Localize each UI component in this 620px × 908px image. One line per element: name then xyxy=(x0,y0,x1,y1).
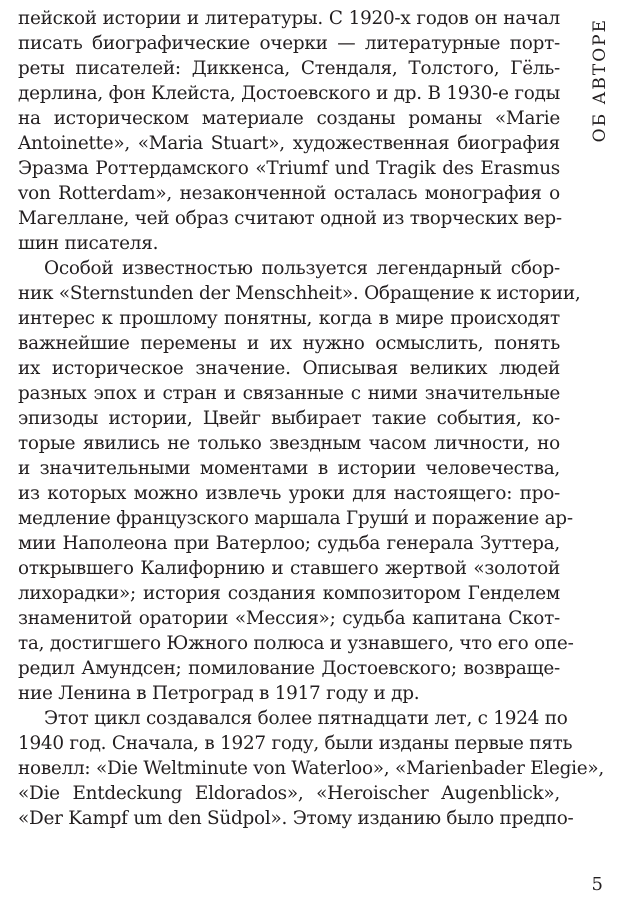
text-line: важнейшие перемены и их нужно осмыслить, понять xyxy=(18,333,560,354)
text-line: новелл: «Die Weltminute von Waterloo», «Marienbader Elegie», xyxy=(18,758,605,779)
text-line: та, достигшего Южного полюса и узнавшего, что его опе- xyxy=(18,633,574,654)
text-line: медление французского маршала Груши́ и поражение ар- xyxy=(18,508,573,529)
text-line: из которых можно извлечь уроки для настоящего: про- xyxy=(18,483,560,504)
text-line: знаменитой оратории «Мессия»; судьба капитана Скот- xyxy=(18,608,560,629)
text-line: 1940 год. Сначала, в 1927 году, были изданы первые пять xyxy=(18,733,573,754)
text-line: их историческое значение. Описывая великих людей xyxy=(18,358,560,379)
text-line: «Der Kampf um den Südpol». Этому изданию было предпо- xyxy=(18,808,574,829)
text-line: шин писателя. xyxy=(18,233,159,254)
text-line: дерлина, фон Клейста, Достоевского и др. В 1930-е годы xyxy=(18,83,560,104)
text-line: von Rotterdam», незаконченной осталась монография о xyxy=(18,183,560,204)
paragraph xyxy=(18,256,581,706)
text-line: интерес к прошлому понятны, когда в мире происходят xyxy=(18,308,560,329)
text-line: торые явились не только звездным часом личности, но xyxy=(18,433,560,454)
text-line: редил Амундсен; помилование Достоевского; возвраще- xyxy=(18,658,560,679)
text-line: Antoinette», «Maria Stuart», художественная биография xyxy=(18,133,560,154)
text-line: писать биографические очерки — литературные порт- xyxy=(18,33,560,54)
paragraph xyxy=(18,6,560,256)
text-line: Эразма Роттердамского «Triumf und Tragik des Erasmus xyxy=(18,158,560,179)
text-line: и значительными моментами в истории человечества, xyxy=(18,458,560,479)
text-line: мии Наполеона при Ватерлоо; судьба генерала Зуттера, xyxy=(18,533,560,554)
text-line: Этот цикл создавался более пятнадцати лет, с 1924 по xyxy=(44,708,568,729)
text-line: разных эпох и стран и связанные с ними значительные xyxy=(18,383,560,404)
paragraph xyxy=(18,706,605,831)
text-line: лихорадки»; история создания композитором Генделем xyxy=(18,583,560,604)
text-line: на историческом материале созданы романы «Marie xyxy=(18,108,560,129)
text-line: Особой известностью пользуется легендарный сбор- xyxy=(44,258,560,279)
running-head: ОБ АВТОРЕ xyxy=(590,18,610,143)
text-line: ник «Sternstunden der Menschheit». Обращение к истории, xyxy=(18,283,581,304)
text-line: реты писателей: Диккенса, Стендаля, Толстого, Гёль- xyxy=(18,58,560,79)
text-line: ние Ленина в Петроград в 1917 году и др. xyxy=(18,683,420,704)
text-line: «Die Entdeckung Eldorados», «Heroischer Augenblick», xyxy=(18,783,560,804)
text-line: открывшего Калифорнию и ставшего жертвой «золотой xyxy=(18,558,560,579)
text-line: Магеллане, чей образ считают одной из творческих вер- xyxy=(18,208,562,229)
text-line: пейской истории и литературы. С 1920-х годов он начал xyxy=(18,8,560,29)
text-line: эпизоды истории, Цвейг выбирает такие события, ко- xyxy=(18,408,560,429)
page-number: 5 xyxy=(591,874,603,895)
